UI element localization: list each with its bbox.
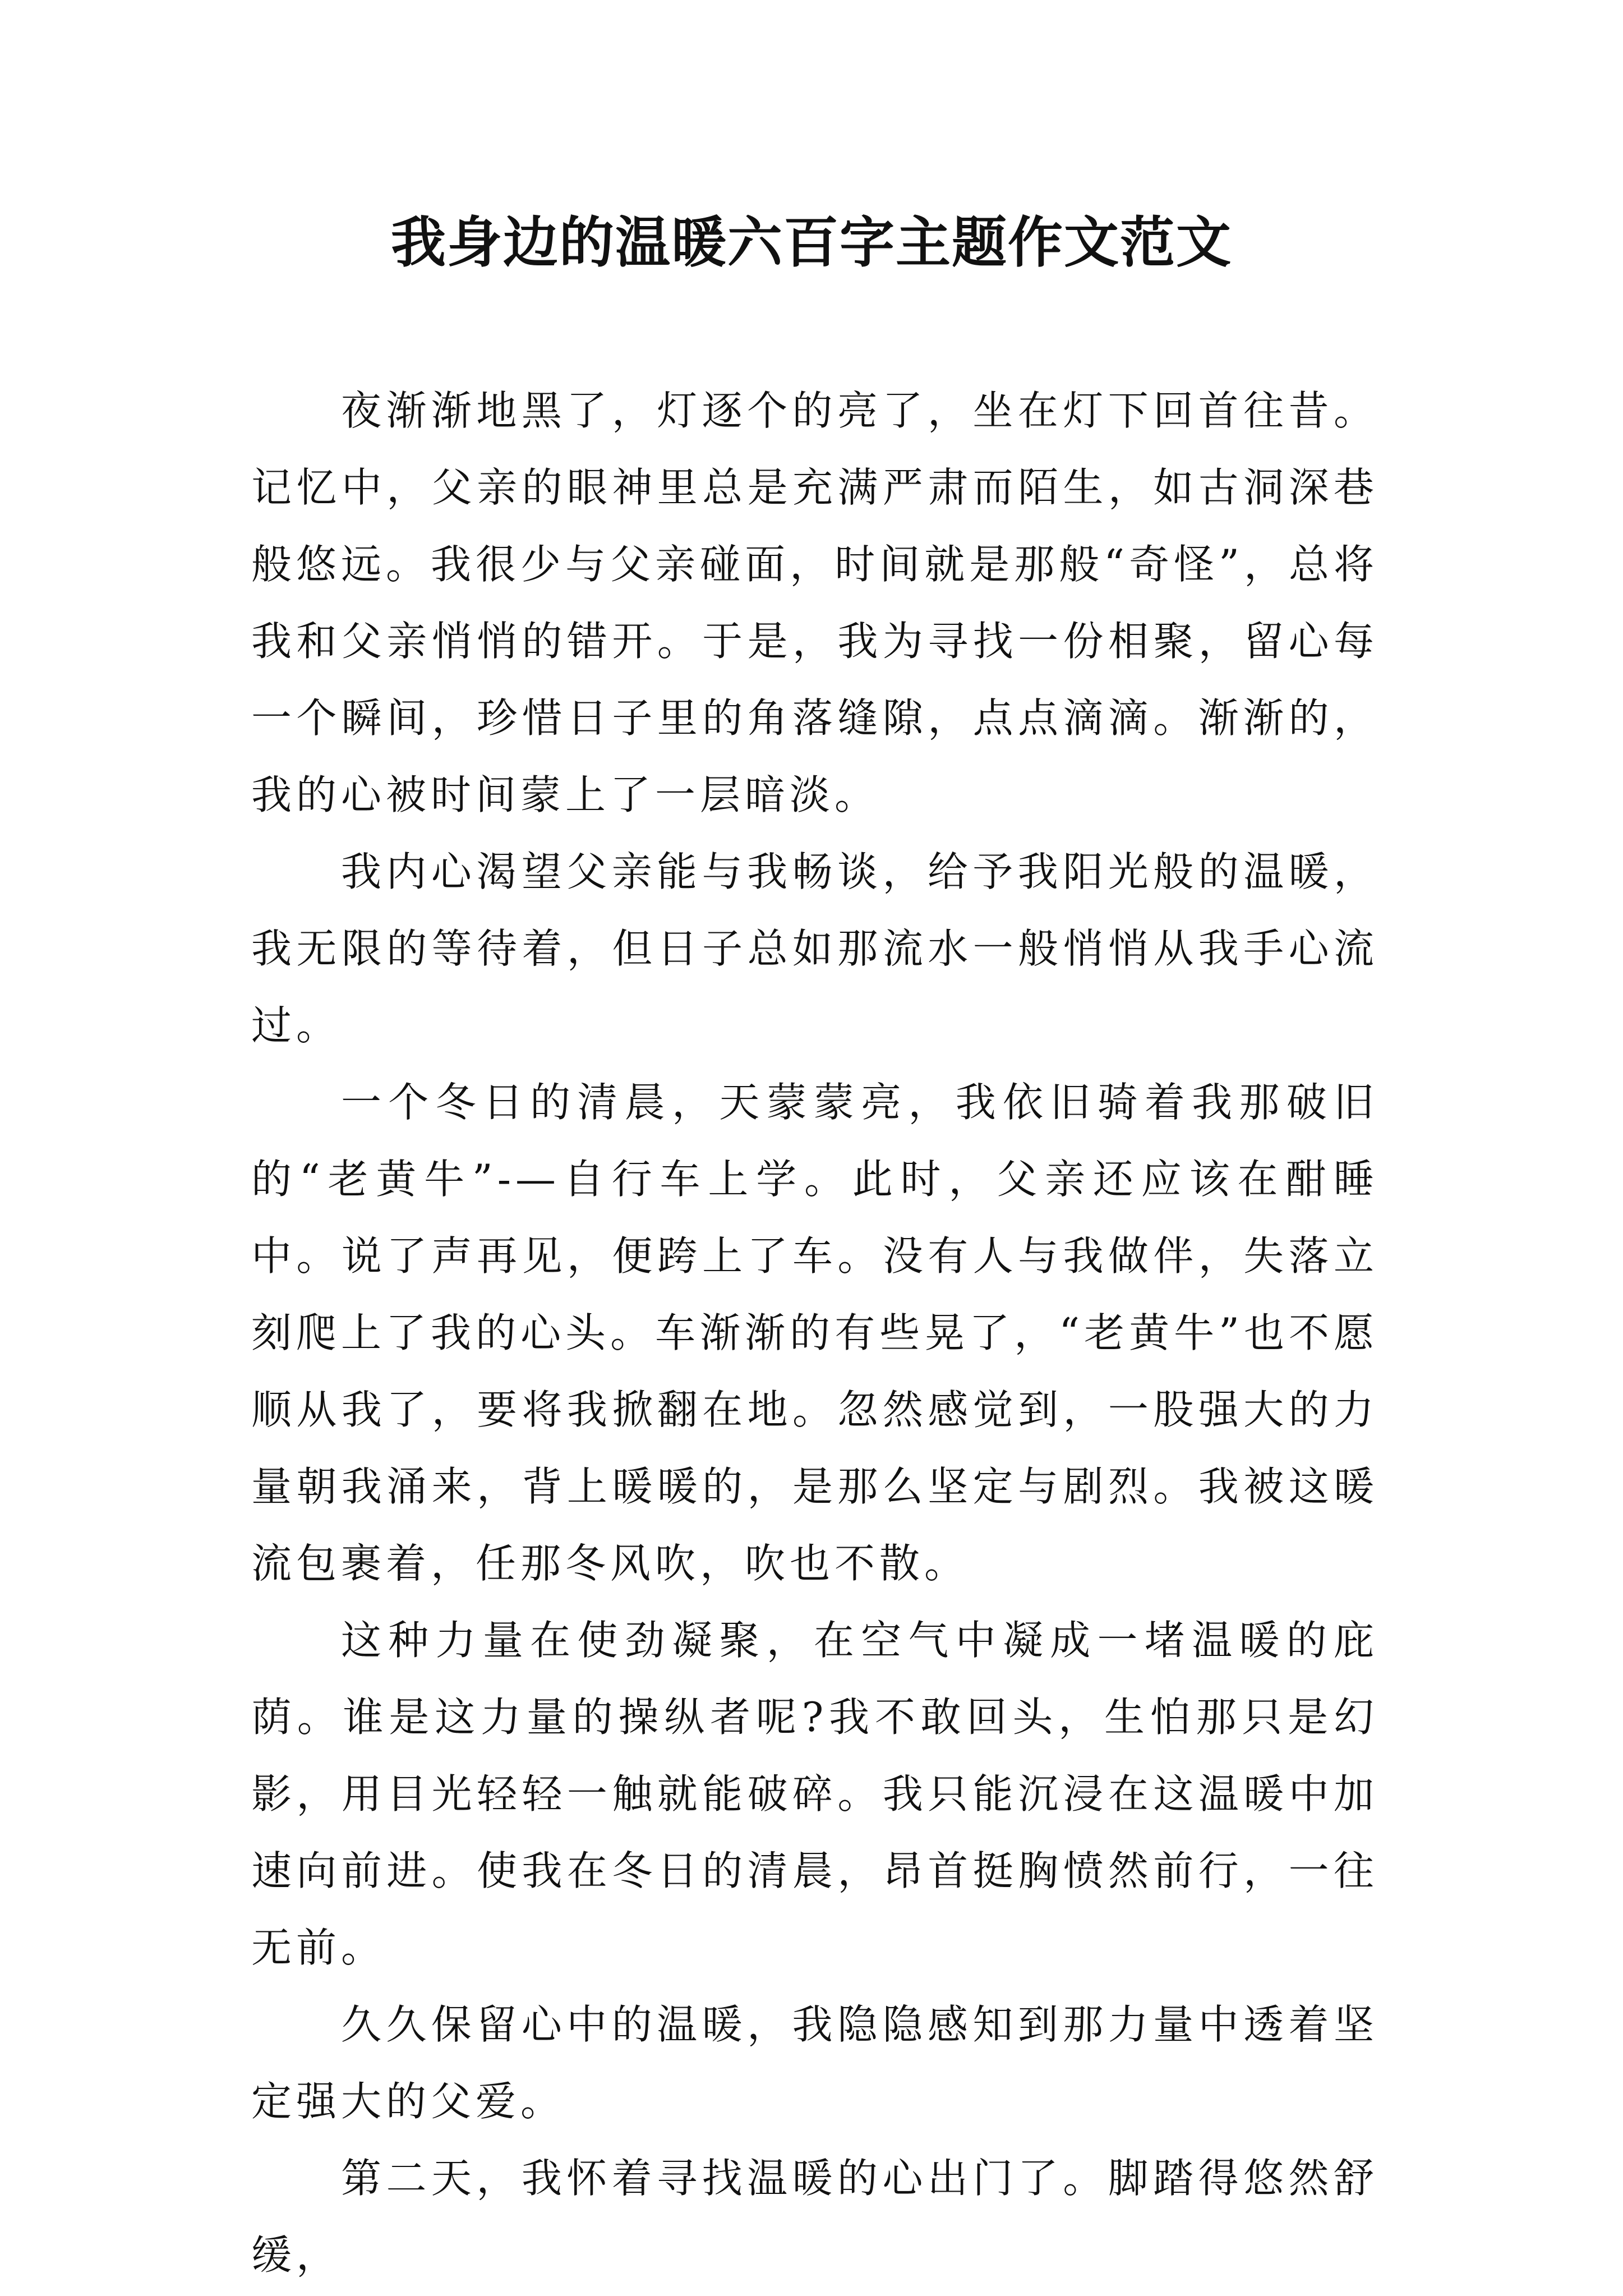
paragraph-2: 我内心渴望父亲能与我畅谈，给予我阳光般的温暖，我无限的等待着，但日子总如那流水一般悄悄从我手心流过。 (251, 848, 1378, 1049)
document-body (251, 372, 1378, 2294)
paragraph-6: 第二天，我怀着寻找温暖的心出门了。脚踏得悠然舒缓， (251, 2155, 1378, 2279)
paragraph-5: 久久保留心中的温暖，我隐隐感知到那力量中透着坚定强大的父爱。 (251, 2001, 1378, 2125)
paragraph-3: 一个冬日的清晨，天蒙蒙亮，我依旧骑着我那破旧的“老黄牛”-—自行车上学。此时，父亲还应该在酣睡中。说了声再见，便跨上了车。没有人与我做伴，失落立刻爬上了我的心头。车渐渐的有些晃了，“老黄牛”也不愿顺从我了，要将我掀翻在地。忽然感觉到，一股强大的力量朝我涌来，背上暖暖的，是那么坚定与剧烈。我被这暖流包裹着，任那冬风吹，吹也不散。 (251, 1079, 1378, 1587)
paragraph-4: 这种力量在使劲凝聚，在空气中凝成一堵温暖的庇荫。谁是这力量的操纵者呢?我不敢回头，生怕那只是幻影，用目光轻轻一触就能破碎。我只能沉浸在这温暖中加速向前进。使我在冬日的清晨，昂首挺胸愤然前行，一往无前。 (251, 1617, 1378, 1971)
document-title: 我身边的温暖六百字主题作文范文 (390, 210, 1232, 275)
paragraph-1: 夜渐渐地黑了，灯逐个的亮了，坐在灯下回首往昔。记忆中，父亲的眼神里总是充满严肃而陌生，如古洞深巷般悠远。我很少与父亲碰面，时间就是那般“奇怪”，总将我和父亲悄悄的错开。于是，我为寻找一份相聚，留心每一个瞬间，珍惜日子里的角落缝隙，点点滴滴。渐渐的，我的心被时间蒙上了一层暗淡。 (251, 387, 1378, 818)
